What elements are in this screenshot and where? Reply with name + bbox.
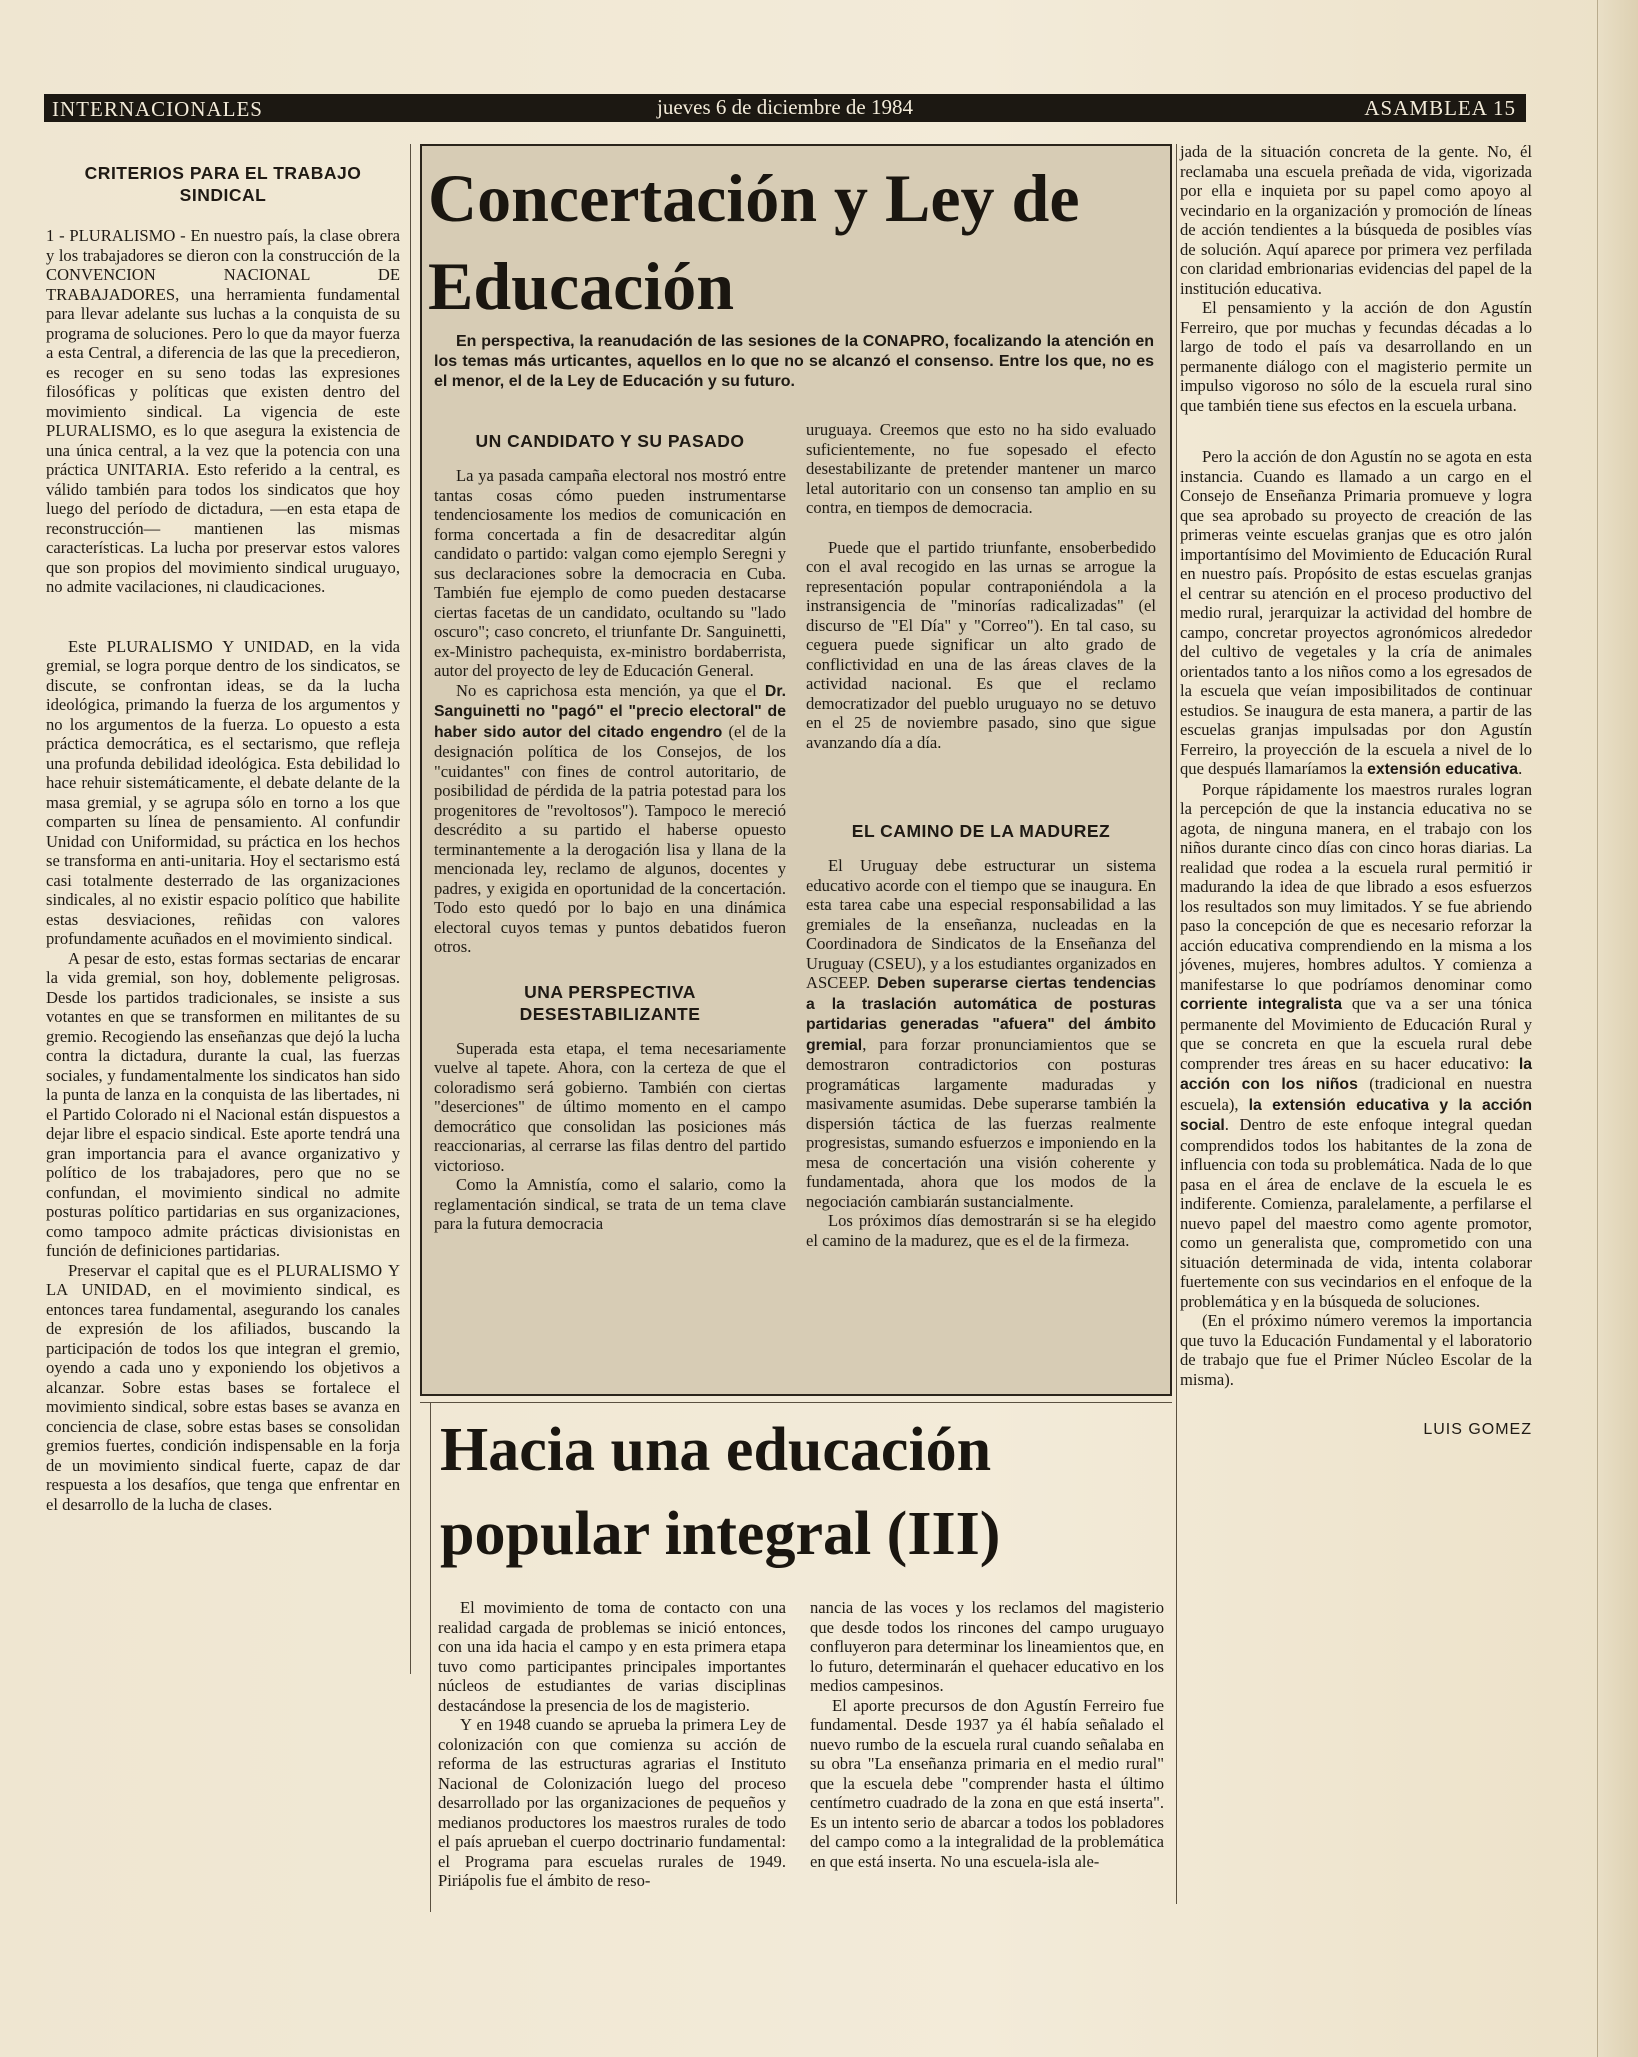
lead-paragraph: En perspectiva, la reanudación de las sesiones de la CONAPRO, focalizando la atención en los temas más urticantes, aquellos en lo que no se alcanzó el consenso. Entre los que, no es el menor, el de la Ley de Educación y su futuro. [434,333,1154,390]
header-bar [44,94,1526,122]
body-paragraph: El aporte precursos de don Agustín Ferreiro fue fundamental. Desde 1937 ya él había señalado el nuevo rumbo de la escuela rural cuando señalaba en su obra "La enseñanza primaria en el medio rural" que la escuela debe "comprender hasta el último centímetro cuadrado de la zona en que está inserta". Es un intento serio de abarcar a todos los pobladores del campo como a la integralidad de la problemática en que está inserta. No una escuela-isla ale- [810,1695,1164,1871]
body-paragraph [434,681,786,957]
subhead: UNA PERSPECTIVA DESESTABILIZANTE [519,981,701,1024]
left-article [46,162,400,1514]
text-run: El Uruguay debe estructurar un sistema educativo acorde con el tiempo que se inaugura. En esta tarea cabe una especial responsabilidad a las gremiales de la enseñanza, nucleadas en la Coordinadora de Sindicatos de la Enseñanza del Uruguay (CSEU), y a los estudiantes organizados en ASCEEP. [806,856,1156,992]
body-paragraph: Pero la acción de don Agustín no se agota en esta instancia. Cuando es llamado a un cargo en el Consejo de Enseñanza Primaria promueve y logra que sea aprobado su proyecto de creación de las primeras veinte escuelas granjas que es otro jalón importantísimo del Movimiento de Educación Rural en nuestro país. Propósito de estas escuelas granjas el centrar su atención en el proceso productivo del medio rural, jerarquizar la actividad del hombre de campo, concretar proyectos agronómicos alrededor del cultivo de vegetales y la cría de animales orientados tanto a los niños como a los egresados de la escuela que veían imposibilitados de continuar estudios. Se inaugura de esta manera, a partir de las escuelas granjas impulsadas por don Agustín Ferreiro, la proyección de la escuela a nivel de lo que después llamaríamos la extensión educativa. [1180,447,1532,778]
body-paragraph: Los próximos días demostrarán si se ha elegido el camino de la madurez, que es el de la firmeza. [806,1211,1156,1250]
body-paragraph: Y en 1948 cuando se aprueba la primera Ley de colonización con que comienza su acción de reforma de las estructuras agrarias el Instituto Nacional de Colonización luego del proceso desarrollado por las organizaciones de pequeños y medianos productores los maestros rurales de todo el país aprueban el cuerpo doctrinario fundamental: el Programa para escuelas rurales de 1949. Piriápolis fue el ámbito de reso- [438,1715,786,1890]
headline-line: Educación [428,248,735,324]
body-paragraph: (En el próximo número veremos la importancia que tuvo la Educación Fundamental y el laboratorio de trabajo que fue el Primer Núcleo Escolar de la misma). [1180,1311,1532,1389]
bold-text-run: Dr. Sanguinetti no "pagó" el "precio electoral" de haber sido autor del citado engendro [434,682,786,741]
column-rule [410,144,411,1674]
author-byline: LUIS GOMEZ [1423,1421,1532,1438]
text-run: (el de la designación política de los Consejos, de los "cuidantes" con fines de control autoritario, de posibilidad de pérdida de la patria potestad para los progenitores de "revoltosos"). Tampoco le mereció descrédito a su partido el haberse opuesto terminantemente a la derogación lisa y llana de la mencionada ley, reclamo de algunos, docentes y padres, y exigida en oportunidad de la concertación. Todo esto quedó por lo bajo en una dinámica electoral cuyos temas y puntos debatidos fueron otros. [434,721,786,956]
bold-text-run: extensión educativa [1367,761,1519,778]
subhead: EL CAMINO DE LA MADUREZ [851,821,1111,841]
boxed-article-column-2 [806,420,1156,1250]
bottom-article-headline [440,1408,1180,1576]
left-article-paragraph: 1 - PLURALISMO - En nuestro país, la clase obrera y los trabajadores se dieron con la construcción de la CONVENCION NACIONAL DE TRABAJADORES, una herramienta fundamental para llevar adelante sus luchas a la conquista de su programa de soluciones. Pero lo que da mayor fuerza a esta Central, a diferencia de las que la precedieron, es recoger en su seno todas las expresiones filosóficas y políticas que existen dentro del movimiento sindical. La vigencia de este PLURALISMO, es lo que asegura la existencia de una única central, a la vez que la potencia con una práctica UNITARIA. Esto referido a la central, es válido también para todos los sindicatos que hoy luego del período de dictadura, —en esta etapa de reconstrucción— mantienen las mismas características. La lucha por preservar estos valores que son propios del movimiento sindical uruguayo, no admite vacilaciones, ni claudicaciones. [46,226,400,596]
article-rule [420,1402,1172,1403]
body-paragraph: Superada esta etapa, el tema necesariamente vuelve al tapete. Ahora, con la certeza de que el coloradismo será gobierno. También con ciertas "deserciones" de último momento en el campo democrático que consolidan las posiciones más reaccionarias, al cerrarse las filas dentro del partido victorioso. [434,1038,786,1175]
body-paragraph [1180,780,1532,1312]
text-run: Pero la acción de don Agustín no se agota en esta instancia. Cuando es llamado a un cargo en el Consejo de Enseñanza Primaria promueve y logra que sea aprobado su proyecto de creación de las primeras veinte escuelas granjas que es otro jalón importantísimo del Movimiento de Educación Rural en nuestro país. Propósito de estas escuelas granjas el centrar su atención en el proceso productivo del medio rural, jerarquizar la actividad del hombre de campo, concretar proyectos agronómicos alrededor del cultivo de vegetales y la cría de animales orientados tanto a los niños como a los egresados de la escuela que veían imposibilitados de continuar estudios. Se inaugura de esta manera, a partir de las escuelas granjas impulsadas por don Agustín Ferreiro, la proyección de la escuela a nivel de lo que después llamaríamos la [1180,447,1532,778]
body-paragraph: Como la Amnistía, como el salario, como la reglamentación sindical, se trata de un tema clave para la futura democracia [434,1175,786,1233]
body-paragraph: Puede que el partido triunfante, ensoberbedido con el aval recogido en las urnas se arrogue la representación popular contraponiéndola a la instransigencia de "minorías radicalizadas" (el discurso de "El Día" y "Correo"). En tal caso, su ceguera puede significar un alto grado de conflictividad en una de las áreas claves de la actividad nacional. Es que el reclamo democratizador del pueblo uruguayo no se detuvo en el 25 de noviembre pasado, sino que sigue avanzando día a día. [806,537,1156,752]
body-paragraph: uruguaya. Creemos que esto no ha sido evaluado suficientemente, no fue sopesado el efecto desestabilizante de pretender mantener un marco letal autoritario con un consenso tan amplio en su contra, en tiempos de democracia. [806,420,1156,517]
bottom-article-column-1 [438,1598,786,1891]
bold-text-run: Deben superarse ciertas tendencias a la traslación automática de posturas partidarias generadas "afuera" del ámbito gremial [806,975,1156,1054]
left-article-paragraph: A pesar de esto, estas formas sectarias de encarar la vida gremial, son hoy, doblemente peligrosas. Desde los partidos tradicionales, se insiste a sus votantes en que se transformen en militantes de su gremio. Recogiendo las enseñanzas que dejó la lucha contra la dictadura, durante la cual, las fuerzas sociales, y fundamentalmente los sindicatos han sido la punta de lanza en la conquista de las libertades, ni el Partido Colorado ni el Nacional están dispuestos a dejar libre el espacio sindical. Este aporte tendrá una gran importancia para el avance organizativo y político de los trabajadores, pero que no se confundan, el movimiento sindical no admite posturas político partidarias en sus organizaciones, como tampoco admite prácticas divisionistas en función de definiciones partidarias. [46,948,400,1260]
headline-line: Hacia una educación [440,1416,992,1484]
boxed-article-headline [422,154,1176,330]
header-page: ASAMBLEA 15 [1364,96,1516,120]
left-article-paragraph: Este PLURALISMO Y UNIDAD, en la vida gremial, se logra porque dentro de los sindicatos, se discute, se confrontan ideas, se da la lucha ideológica, primando la fuerza de los argumentos y no los argumentos de la fuerza. Lo opuesto a esta práctica democrática, es el sectarismo, que refleja una profunda debilidad ideológica. Esta debilidad lo hace rehuir sistemáticamente, el debate delante de la masa gremial, y se agrupa sólo en torno a los que comparten su línea de pensamiento. Al confundir Unidad con Uniformidad, su práctica en los hechos se transforma en anti-unitaria. Hoy el sectarismo está casi totalmente desterrado de las organizaciones sindicales, al no existir espacio político que habilite estas desviaciones, reñidas con valores profundamente acuñados en el movimiento sindical. [46,636,400,948]
left-article-paragraph: Preservar el capital que es el PLURALISMO Y LA UNIDAD, en el movimiento sindical, es entonces tarea fundamental, asegurando los canales de expresión de los afiliados, buscando la participación de todos los que integran el gremio, oyendo a cada uno y exponiendo los objetivos a alcanzar. Sobre estas bases se fortalece el movimiento sindical, sobre estas bases se avanza en conciencia de clase, sobre estas bases se consolidan gremios fuertes, condición indispensable en la forja de un movimiento sindical fuerte, capaz de dar respuesta a los desafíos, que tenga que enfrentar en el desarrollo de la lucha de clases. [46,1260,400,1514]
body-paragraph: nancia de las voces y los reclamos del magisterio que desde todos los rincones del campo uruguayo confluyeron para determinar los lineamientos que, en lo futuro, determinarán el quehacer educativo en los medios campesinos. [810,1598,1164,1695]
body-paragraph: jada de la situación concreta de la gente. No, él reclamaba una escuela preñada de vida, vigorizada por ella e inquieta por su papel como apoyo al vecindario en la organización y promoción de líneas de acción tendientes a la búsqueda de posibles vías de solución. Aquí aparece por primera vez perfilada con claridad embrionarias evidencias del papel de la institución educativa. [1180,142,1532,298]
headline-line: popular integral (III) [440,1500,1001,1568]
boxed-article-column-1 [434,422,786,1234]
boxed-article [420,144,1172,1396]
byline-wrap [1180,1419,1532,1440]
page-edge [1597,0,1638,2057]
body-paragraph: El pensamiento y la acción de don Agustín Ferreiro, que por muchas y fecundas décadas a lo largo de todo el país va desarrollando en un permanente diálogo con el magisterio permite un impulso vigoroso no sólo de la escuela rural sino que también tiene sus efectos en la escuela urbana. [1180,298,1532,415]
bold-text-run: la acción con los niños [1180,1055,1532,1093]
bold-text-run: corriente integralista [1180,996,1342,1013]
bottom-article-column-2 [810,1598,1164,1871]
body-paragraph: La ya pasada campaña electoral nos mostró entre tantas cosas cómo pueden instrumentarse tendenciosamente los medios de comunicación en forma concertada a fin de desacreditar algún candidato o partido: valgan como ejemplo Seregni y sus declaraciones sobre la democracia en Cuba. También fue ejemplo de como pueden destacarse ciertas facetas de un candidato, ocultando su "lado oscuro"; caso concreto, el triunfante Dr. Sanguinetti, ex-Ministro pachequista, ex-ministro bordaberrista, autor del proyecto de ley de Educación General. [434,466,786,680]
header-date: jueves 6 de diciembre de 1984 [657,95,913,119]
text-run: Porque rápidamente los maestros rurales logran la percepción de que la instancia educativa no se agota, de ninguna manera, en el trabajo con los niños durante cinco días con cinco horas diarias. La realidad que rodea a la escuela rural permitió ir madurando la idea de que librado a esos esfuerzos los resultados son muy limitados. Y se fue abriendo paso la concepción de que es necesario reforzar la acción educativa comprendiendo en la misma a los jóvenes, mujeres, hombres adultos. Y comienza a manifestarse lo que podríamos denominar como [1180,779,1532,994]
bold-text-run: la extensión educativa y la acción social [1180,1096,1532,1134]
subhead: UN CANDIDATO Y SU PASADO [475,431,745,451]
text-run: No es caprichosa esta mención, ya que el [456,680,765,700]
column-rule [1176,144,1177,1904]
text-run: (tradicional en nuestra escuela), [1180,1074,1532,1114]
boxed-article-lead [434,332,1154,392]
text-run: . Dentro de este enfoque integral quedan comprendidos todos los habitantes de la zona de influencia con toda su problemática. Nada de lo que pasa en el área de enclave de la escuela le es indiferente. Comienza, paralelamente, a perfilarse el nuevo papel del maestro como agente promotor, como un generalista que, comprometido con una situación determinada de vida, intenta colaborar fuertemente con sus vecindarios en el enfoque de la problemática y en la búsqueda de soluciones. [1180,1115,1532,1311]
text-run: , para forzar pronunciamientos que se demostraron contradictorios con posturas programáticas largamente maduradas y masivamente asumidas. Debe superarse también la dispersión táctica de las fuerzas realmente progresistas, sumando esfuerzos e imponiendo en la mesa de concertación una visión coherente y fundamentada, ahora que los modos de la negociación cambiarán sustancialmente. [806,1034,1156,1211]
right-column [1180,142,1532,1440]
body-paragraph: El movimiento de toma de contacto con una realidad cargada de problemas se inició entonces, con una ida hacia el campo y en esta primera etapa tuvo como participantes principales importantes núcleos de estudiantes de varias disciplinas destacándose la presencia de los de magisterio. [438,1598,786,1715]
left-article-title: CRITERIOS PARA EL TRABAJO SINDICAL [84,163,362,205]
headline-line: Concertación y Ley de [428,160,1080,236]
body-paragraph [806,856,1156,1211]
header-section: INTERNACIONALES [52,97,263,121]
column-rule [430,1402,431,1912]
text-run: que va a ser una tónica permanente del Movimiento de Educación Rural y que se concreta en que la escuela rural debe comprender tres áreas en su hacer educativo: [1180,994,1532,1073]
